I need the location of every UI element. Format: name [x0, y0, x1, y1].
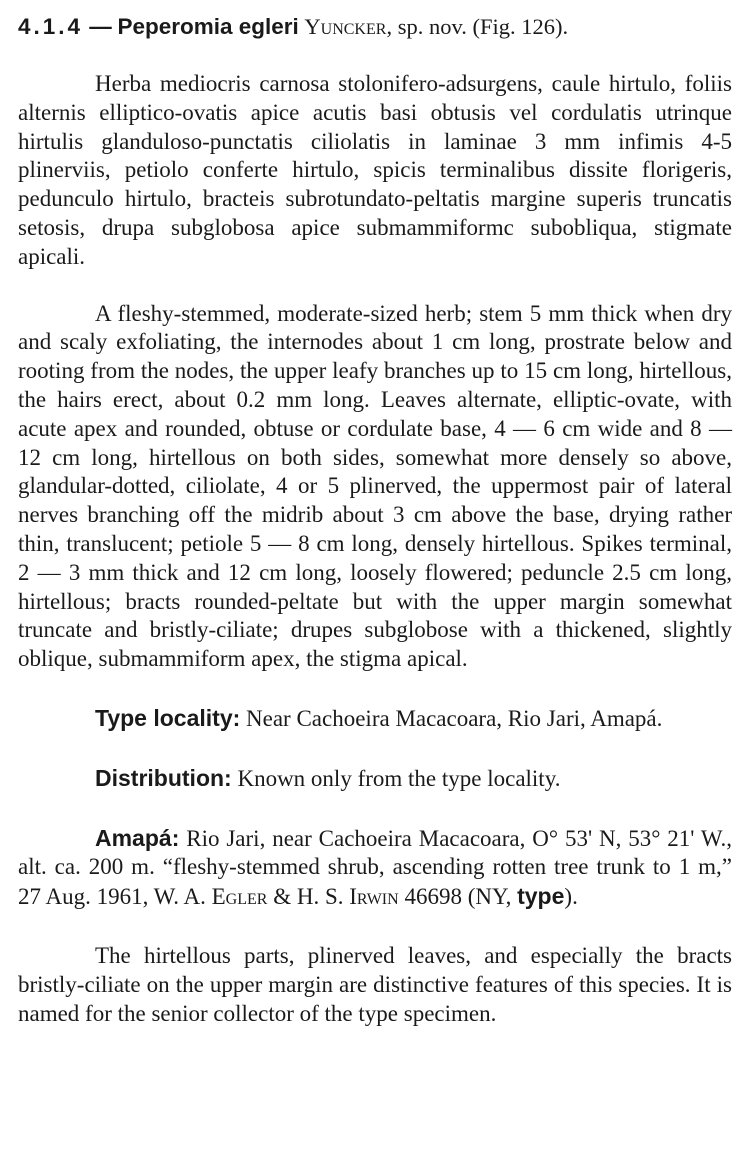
latin-description: Herba mediocris carnosa stolonifero-adsurgens, caule hirtulo, foliis alternis elliptico-ovatis apice acutis basi obtusis vel cordulatis utrinque hirtulis glanduloso-punctatis ciliolatis in laminae 3 mm infimis 4-5 plinerviis, petiolo conferte hirtulo, spicis terminalibus dissite florigeris, pedunculo hirtulo, bracteis subrotundato-peltatis margine superis truncatis setosis, drupa subglobosa apice submammiformc subobliqua, stigmate apicali.	[18, 71, 732, 269]
section-number: 4.1.4	[18, 14, 84, 39]
type-locality-label: Type locality:	[95, 704, 241, 731]
specimen-region-label: Amapá:	[95, 824, 180, 851]
distribution-paragraph	[18, 764, 732, 794]
collector-egler: Egler	[211, 884, 268, 910]
specimen-amp: & H. S.	[267, 884, 350, 910]
distribution-text: Known only from the type locality.	[231, 765, 561, 791]
type-locality-paragraph	[18, 704, 732, 734]
specimen-text: Rio Jari, near Cachoeira Macacoara, O° 53' N, 53° 21' W., alt. ca. 200 m. “fleshy-stemmed shrub, ascending rotten tree trunk to 1 m,” 27 Aug. 1961, W. A.	[18, 825, 732, 910]
type-word: type	[517, 883, 565, 910]
specimen-paragraph	[18, 824, 732, 912]
specimen-end: ).	[564, 884, 578, 910]
collector-irwin: Irwin	[349, 884, 399, 910]
type-locality-text: Near Cachoeira Macacoara, Rio Jari, Amapá.	[240, 705, 663, 731]
specimen-number: 46698 (NY,	[398, 884, 518, 910]
species-heading	[18, 10, 732, 44]
page	[18, 10, 732, 1028]
species-author: Yuncker	[304, 14, 387, 39]
remarks-paragraph: The hirtellous parts, plinerved leaves, and especially the bracts bristly-ciliate on the upper margin are distinctive features of this species. It is named for the senior collector of the type specimen.	[18, 942, 732, 1026]
heading-rest: , sp. nov. (Fig. 126).	[386, 14, 569, 39]
distribution-label: Distribution:	[95, 764, 232, 791]
species-name: Peperomia egleri	[117, 14, 299, 39]
heading-dash: —	[83, 14, 112, 39]
english-description: A fleshy-stemmed, moderate-sized herb; stem 5 mm thick when dry and scaly exfoliating, the internodes about 1 cm long, prostrate below and rooting from the nodes, the upper leafy branches up to 15 cm long, hirtellous, the hairs erect, about 0.2 mm long. Leaves alternate, elliptic-ovate, with acute apex and rounded, obtuse or cordulate base, 4 — 6 cm wide and 8 — 12 cm long, hirtellous on both sides, somewhat more densely so above, glandular-dotted, ciliolate, 4 or 5 plinerved, the uppermost pair of lateral nerves branching off the midrib about 3 cm above the base, drying rather thin, translucent; petiole 5 — 8 cm long, densely hirtellous. Spikes terminal, 2 — 3 mm thick and 12 cm long, loosely flowered; peduncle 2.5 cm long, hirtellous; bracts rounded-peltate but with the upper margin somewhat truncate and bristly-ciliate; drupes subglobose with a thickened, slightly oblique, submammiform apex, the stigma apical.	[18, 300, 732, 672]
